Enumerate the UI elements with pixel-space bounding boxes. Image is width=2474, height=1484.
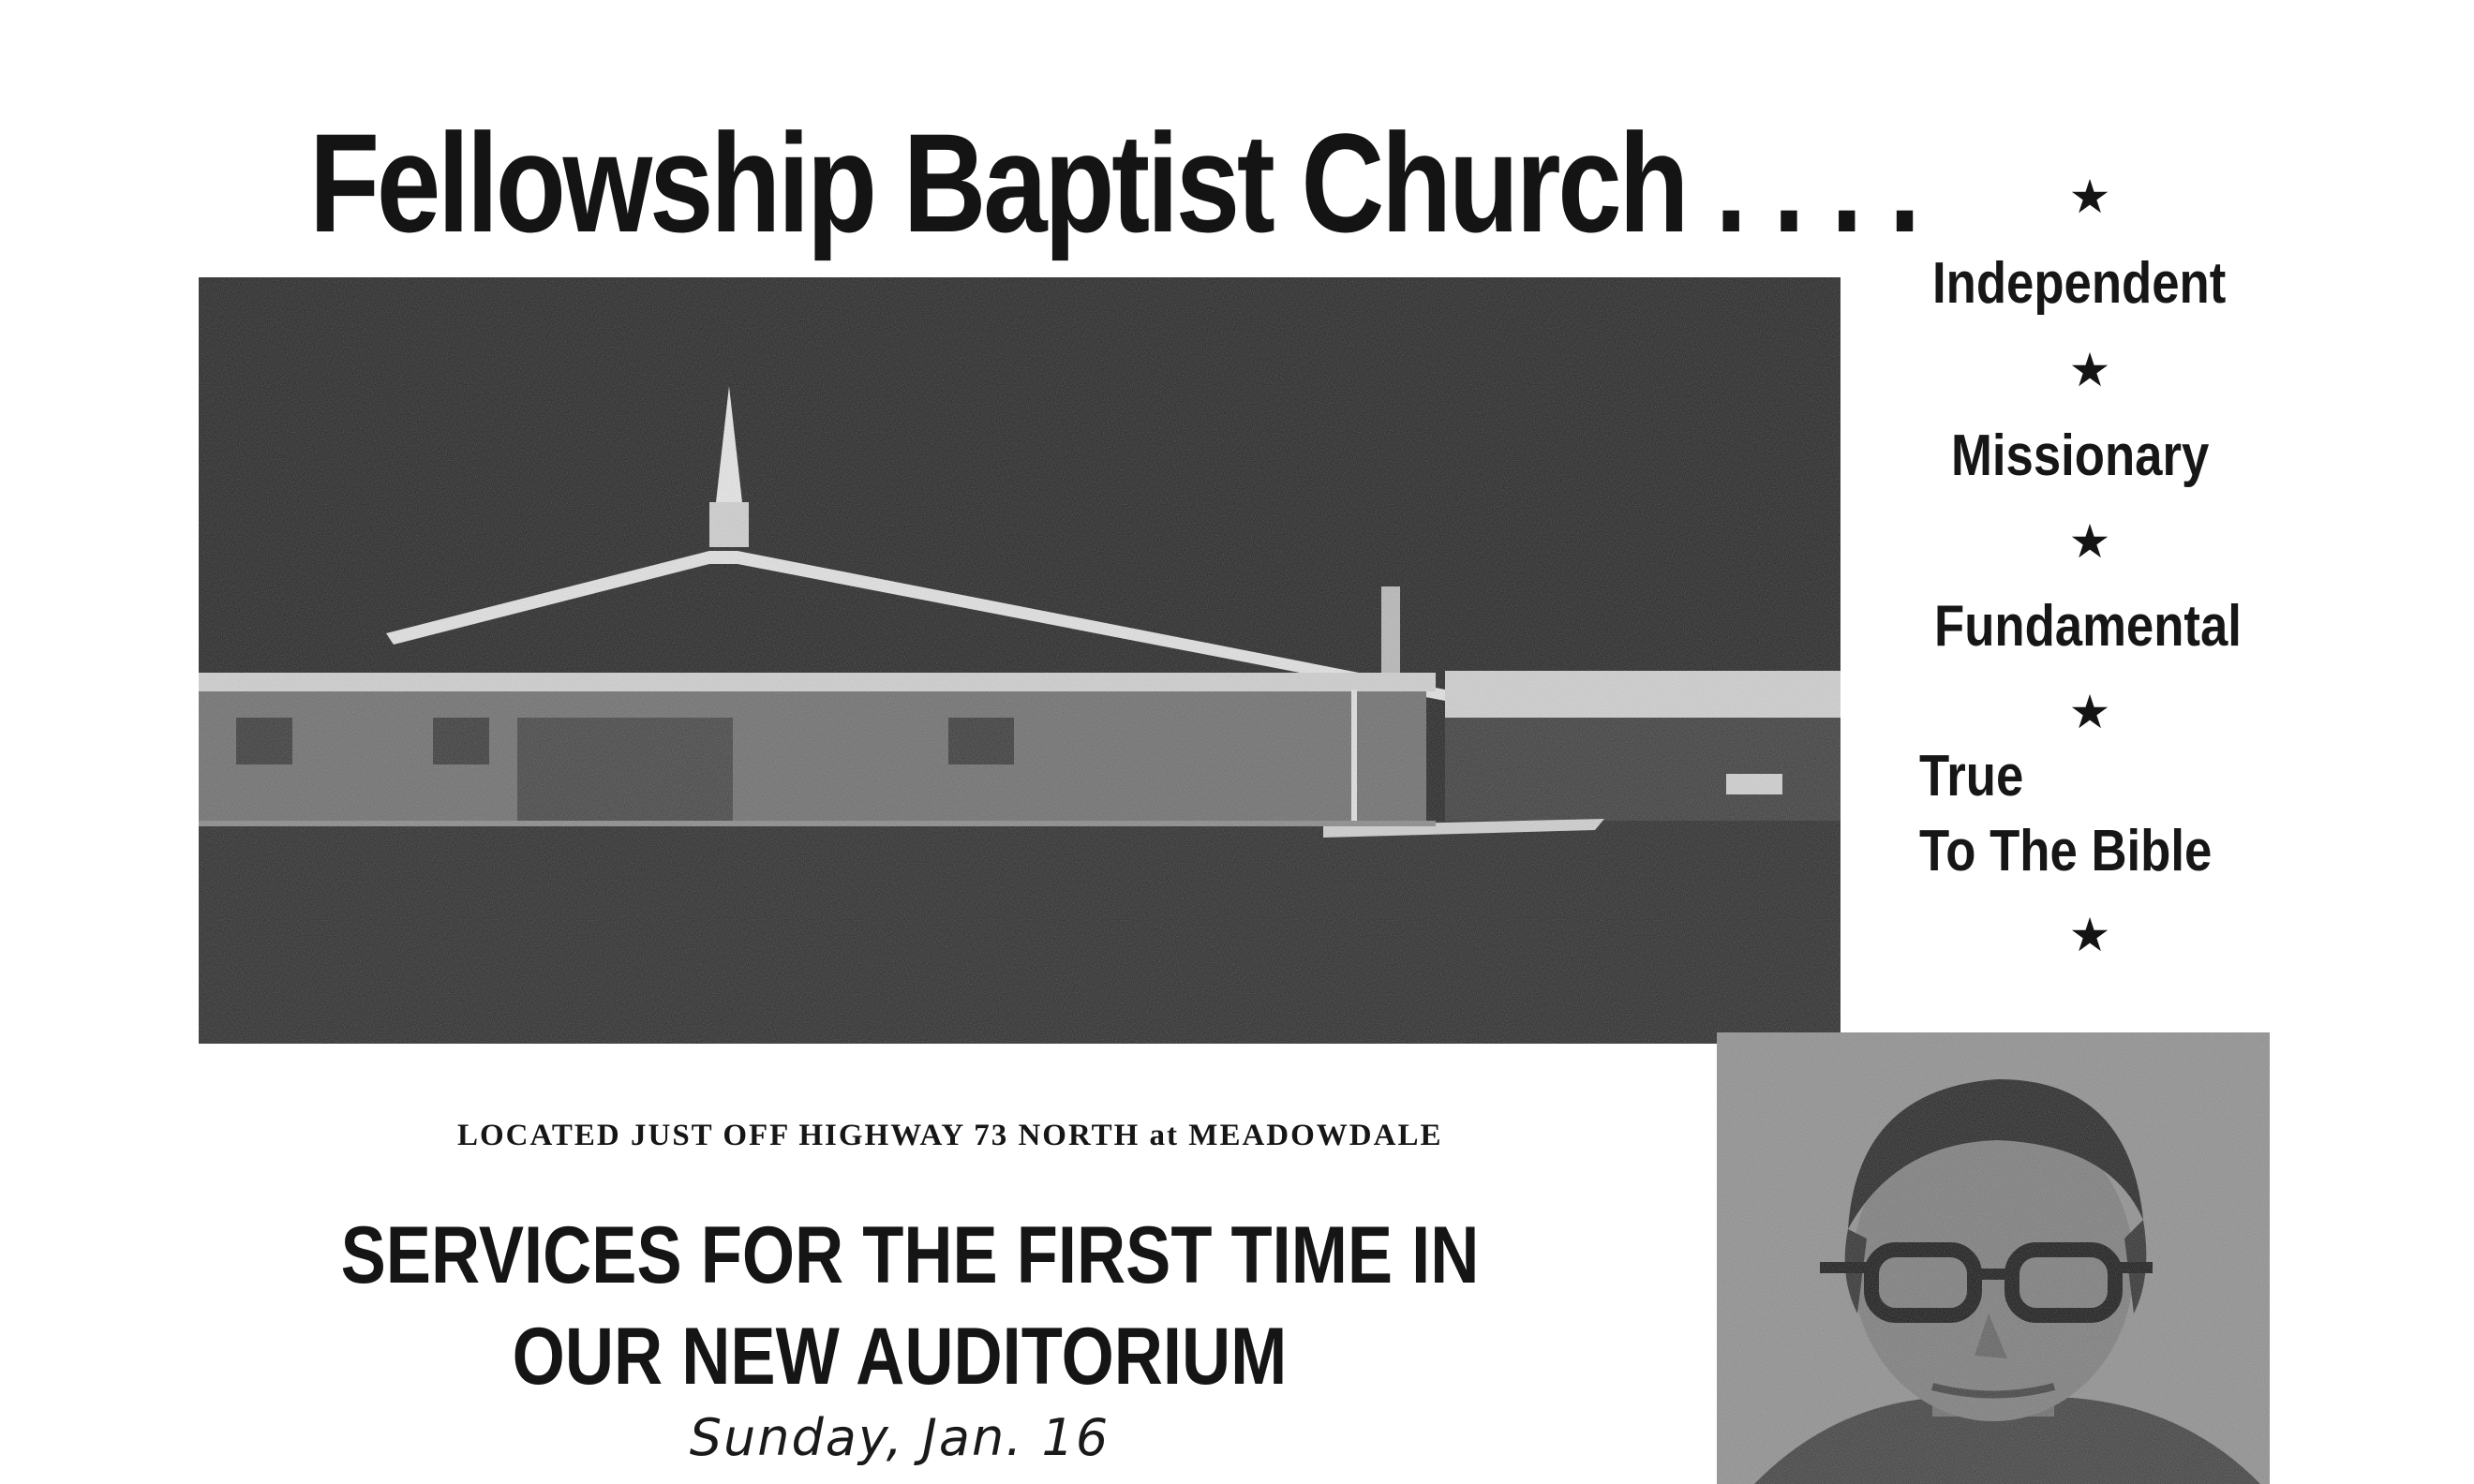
trait-to-the-bible: To The Bible [1919,819,2213,883]
star-icon: ★ [2068,685,2111,739]
church-traits-column [1902,169,2277,974]
church-building-photo [199,277,1841,1044]
trait-independent: Independent [1932,251,2227,316]
star-icon: ★ [2068,343,2111,397]
headline: Fellowship Baptist Church . . . . [309,104,1918,261]
star-icon: ★ [2068,514,2111,569]
trait-missionary: Missionary [1951,423,2210,488]
location-line: LOCATED JUST OFF HIGHWAY 73 NORTH at MEADOWDALE [457,1119,1443,1152]
star-icon: ★ [2068,170,2111,224]
trait-true: True [1919,744,2024,809]
services-heading-line-1: SERVICES FOR THE FIRST TIME IN [340,1210,1480,1300]
trait-fundamental: Fundamental [1934,594,2242,659]
star-icon: ★ [2068,908,2111,962]
services-heading-line-2: OUR NEW AUDITORIUM [512,1312,1288,1402]
pastor-portrait-photo [1717,1032,2270,1484]
service-date: Sunday, Jan. 16 [689,1408,1110,1467]
